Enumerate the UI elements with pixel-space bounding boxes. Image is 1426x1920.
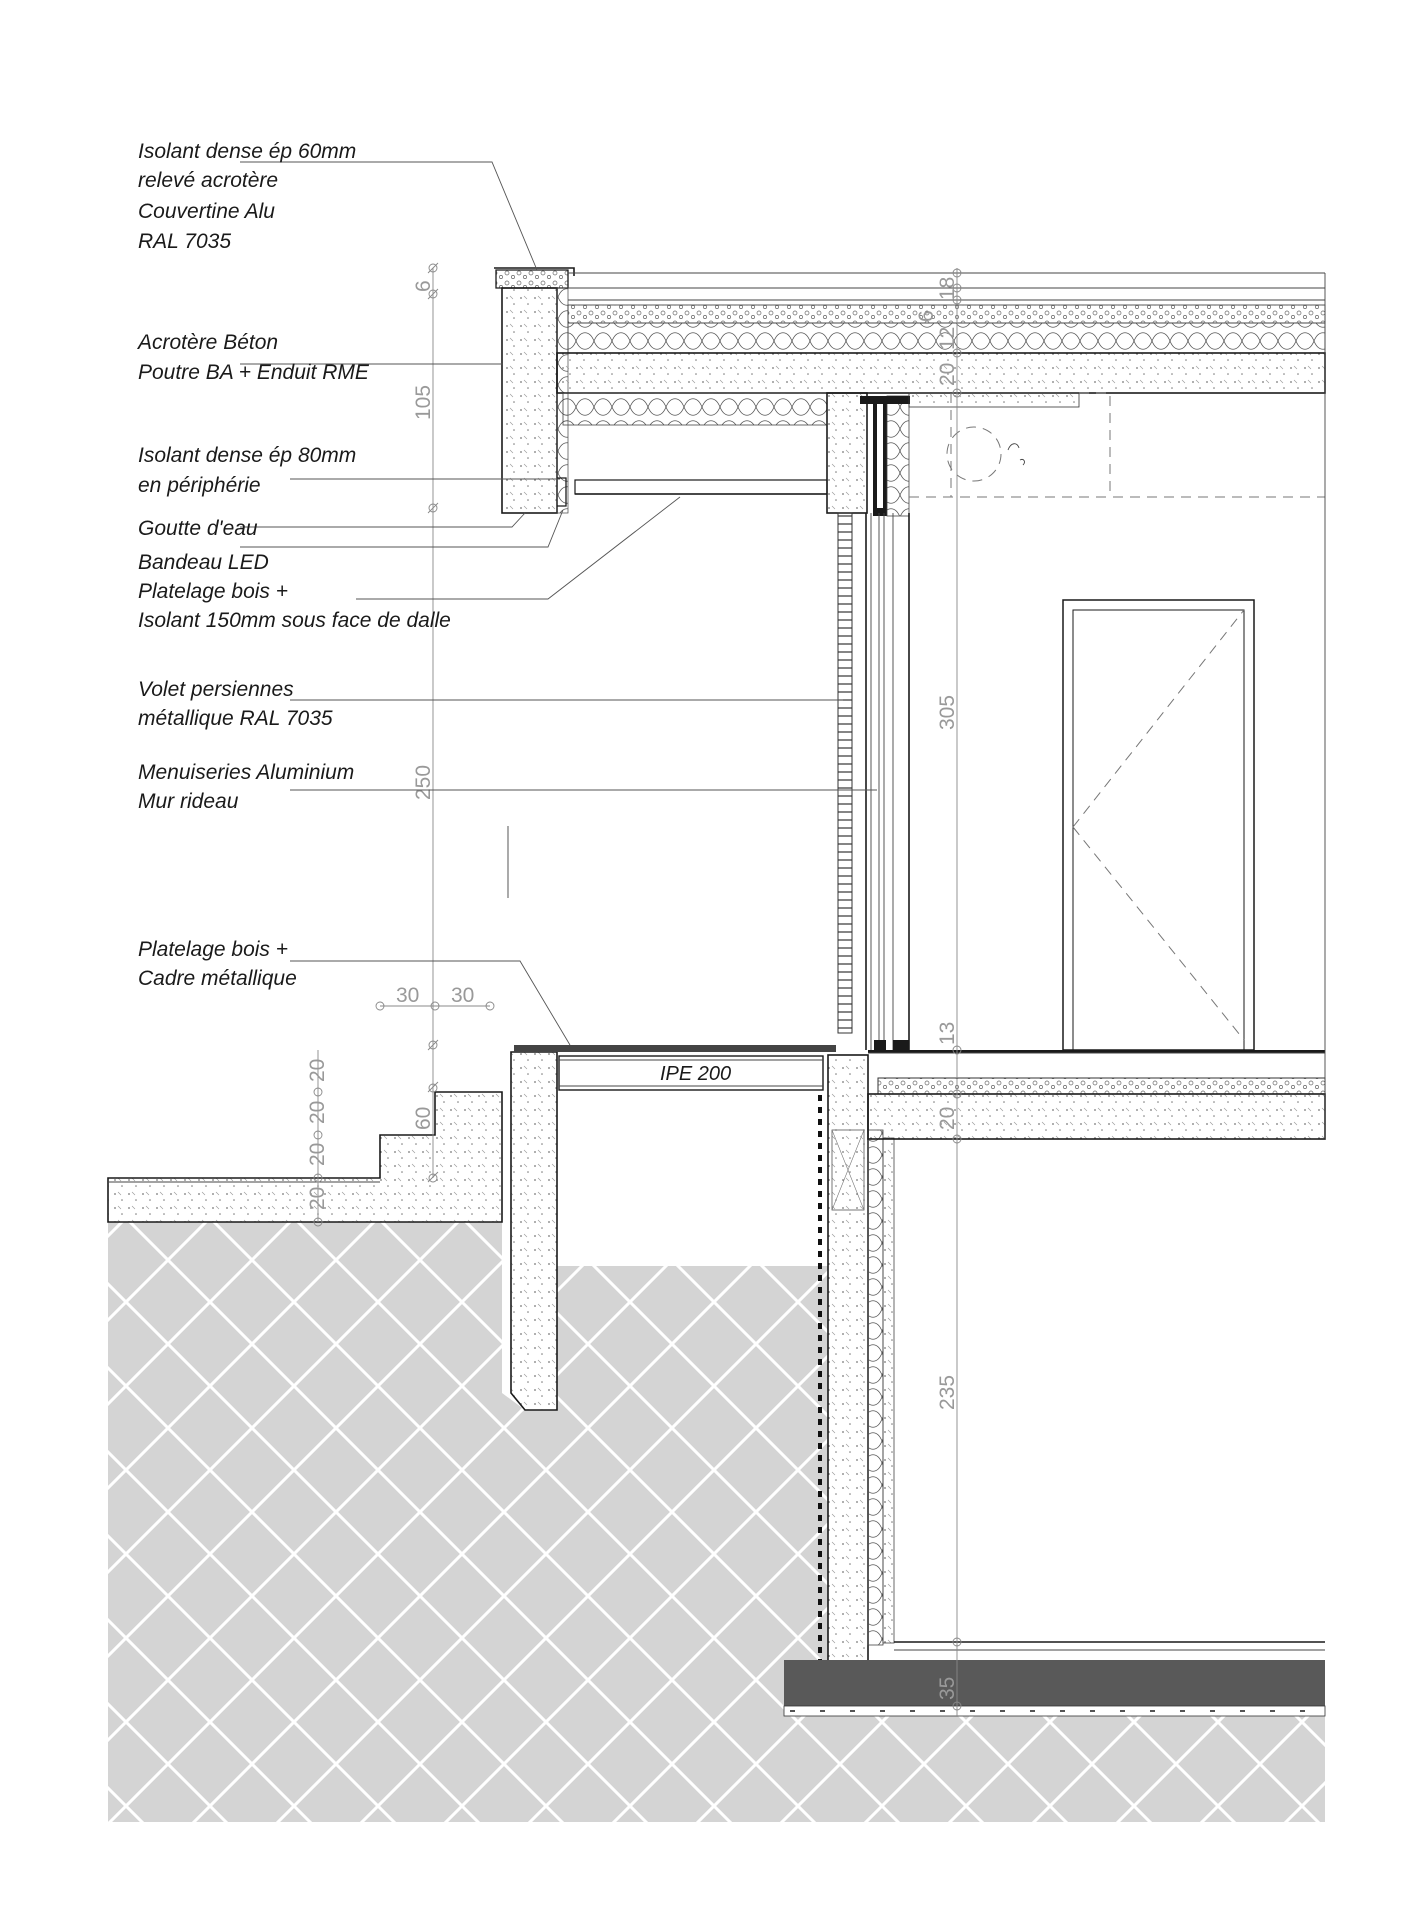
label-bandeau-l3: Isolant 150mm sous face de dalle (138, 609, 451, 632)
label-acrotere-l1: Acrotère Béton (138, 331, 279, 354)
dim-20-floor: 20 (936, 1106, 959, 1130)
dim-20-roof: 20 (936, 362, 959, 386)
dim-30-a: 30 (396, 984, 420, 1007)
label-isolant-80-l2: en périphérie (138, 474, 261, 497)
label-platelage-l2: Cadre métallique (138, 967, 297, 990)
interior-door (1063, 600, 1254, 1050)
label-volet-l2: métallique RAL 7035 (138, 707, 333, 730)
dim-13: 13 (936, 1021, 959, 1045)
label-isolant-60-l2: relevé acrotère (138, 169, 279, 192)
retaining-wall (511, 1052, 557, 1410)
exterior-paving (108, 1092, 502, 1222)
labels (136, 140, 451, 990)
dimension-left (412, 263, 438, 1182)
dim-60: 60 (412, 1106, 435, 1130)
dim-105: 105 (412, 384, 435, 420)
dim-20-a: 20 (306, 1058, 329, 1082)
dim-6: 6 (412, 280, 435, 292)
lintel-beam (827, 393, 1079, 516)
label-volet-l1: Volet persiennes (138, 678, 294, 701)
dim-35: 35 (936, 1676, 959, 1700)
dimension-steps-side (306, 1050, 329, 1226)
foundation-wall (820, 1055, 894, 1672)
dim-20-d: 20 (306, 1186, 329, 1210)
label-couvertine-l2: RAL 7035 (138, 230, 232, 253)
dim-12: 12 (936, 326, 959, 350)
louvre-shutter (838, 513, 852, 1033)
curtain-wall (866, 513, 909, 1050)
ceiling-services (909, 393, 1325, 497)
label-goutte: Goutte d'eau (138, 517, 258, 540)
dim-18: 18 (936, 276, 959, 300)
label-menuiseries-l1: Menuiseries Aluminium (138, 761, 355, 784)
dim-20-c: 20 (306, 1142, 329, 1166)
label-bandeau-l2: Platelage bois + (138, 580, 289, 603)
dim-235: 235 (936, 1374, 959, 1410)
ipe-label: IPE 200 (660, 1063, 732, 1085)
label-couvertine-l1: Couvertine Alu (138, 200, 275, 223)
label-isolant-60-l1: Isolant dense ép 60mm (138, 140, 357, 163)
dim-305: 305 (936, 694, 959, 730)
label-acrotere-l2: Poutre BA + Enduit RME (138, 361, 369, 384)
label-menuiseries-l2: Mur rideau (138, 790, 239, 813)
label-isolant-80-l1: Isolant dense ép 80mm (138, 444, 357, 467)
ground-mass (108, 1222, 1325, 1822)
dim-30-b: 30 (451, 984, 475, 1007)
dim-20-b: 20 (306, 1100, 329, 1124)
dim-250: 250 (412, 764, 435, 800)
dim-6-right: 6 (915, 310, 938, 322)
deck-platelage (514, 1045, 836, 1090)
label-platelage-l1: Platelage bois + (138, 938, 289, 961)
label-bandeau-l1: Bandeau LED (138, 551, 269, 574)
dimension-right (915, 268, 961, 1716)
dimension-steps-top (376, 984, 494, 1010)
